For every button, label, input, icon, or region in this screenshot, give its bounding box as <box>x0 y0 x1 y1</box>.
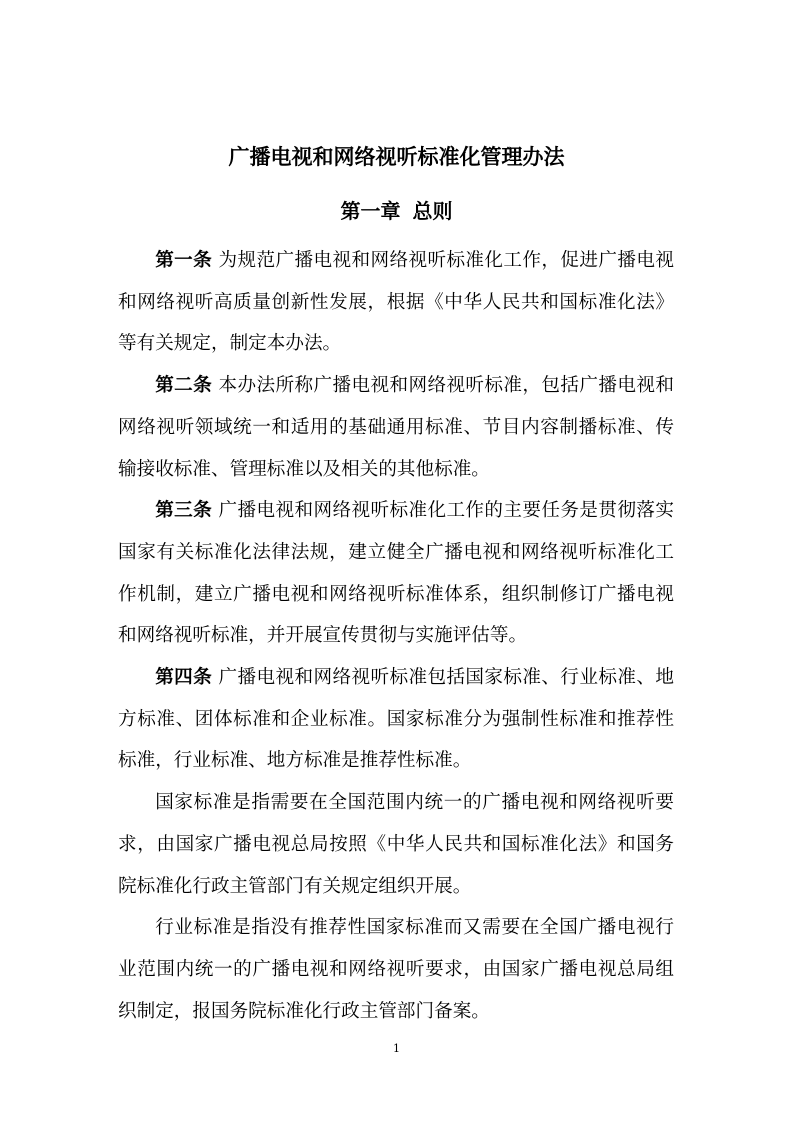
chapter-number: 第一章 <box>340 199 401 223</box>
article-paragraph <box>118 365 674 490</box>
paragraph-text: 行业标准是指没有推荐性国家标准而又需要在全国广播电视行业范围内统一的广播电视和网络视听要求，由国家广播电视总局组织制定，报国务院标准化行政主管部门备案。 <box>118 917 674 1022</box>
body-paragraph <box>118 782 674 907</box>
article-text: 广播电视和网络视听标准包括国家标准、行业标准、地方标准、团体标准和企业标准。国家标准分为强制性标准和推荐性标准，行业标准、地方标准是推荐性标准。 <box>118 667 674 772</box>
article-number: 第二条 <box>155 375 213 397</box>
document-title: 广播电视和网络视听标准化管理办法 <box>228 145 565 169</box>
document-body <box>118 240 674 1032</box>
page-number: 1 <box>393 1042 400 1055</box>
article-text: 本办法所称广播电视和网络视听标准，包括广播电视和网络视听领域统一和适用的基础通用标准、节目内容制播标准、传输接收标准、管理标准以及相关的其他标准。 <box>118 375 674 480</box>
article-text: 为规范广播电视和网络视听标准化工作，促进广播电视和网络视听高质量创新性发展，根据《中华人民共和国标准化法》等有关规定，制定本办法。 <box>118 250 674 355</box>
article-paragraph <box>118 240 674 365</box>
article-text: 广播电视和网络视听标准化工作的主要任务是贯彻落实国家有关标准化法律法规，建立健全广播电视和网络视听标准化工作机制，建立广播电视和网络视听标准体系，组织制修订广播电视和网络视听标准，并开展宣传贯彻与实施评估等。 <box>118 500 674 647</box>
chapter-name: 总则 <box>412 199 453 223</box>
article-paragraph <box>118 490 674 657</box>
article-number: 第三条 <box>155 500 213 522</box>
chapter-heading <box>0 196 793 226</box>
paragraph-text: 国家标准是指需要在全国范围内统一的广播电视和网络视听要求，由国家广播电视总局按照《中华人民共和国标准化法》和国务院标准化行政主管部门有关规定组织开展。 <box>118 792 674 897</box>
article-paragraph <box>118 657 674 782</box>
article-number: 第四条 <box>155 667 213 689</box>
body-paragraph <box>118 907 674 1032</box>
article-number: 第一条 <box>155 250 213 271</box>
